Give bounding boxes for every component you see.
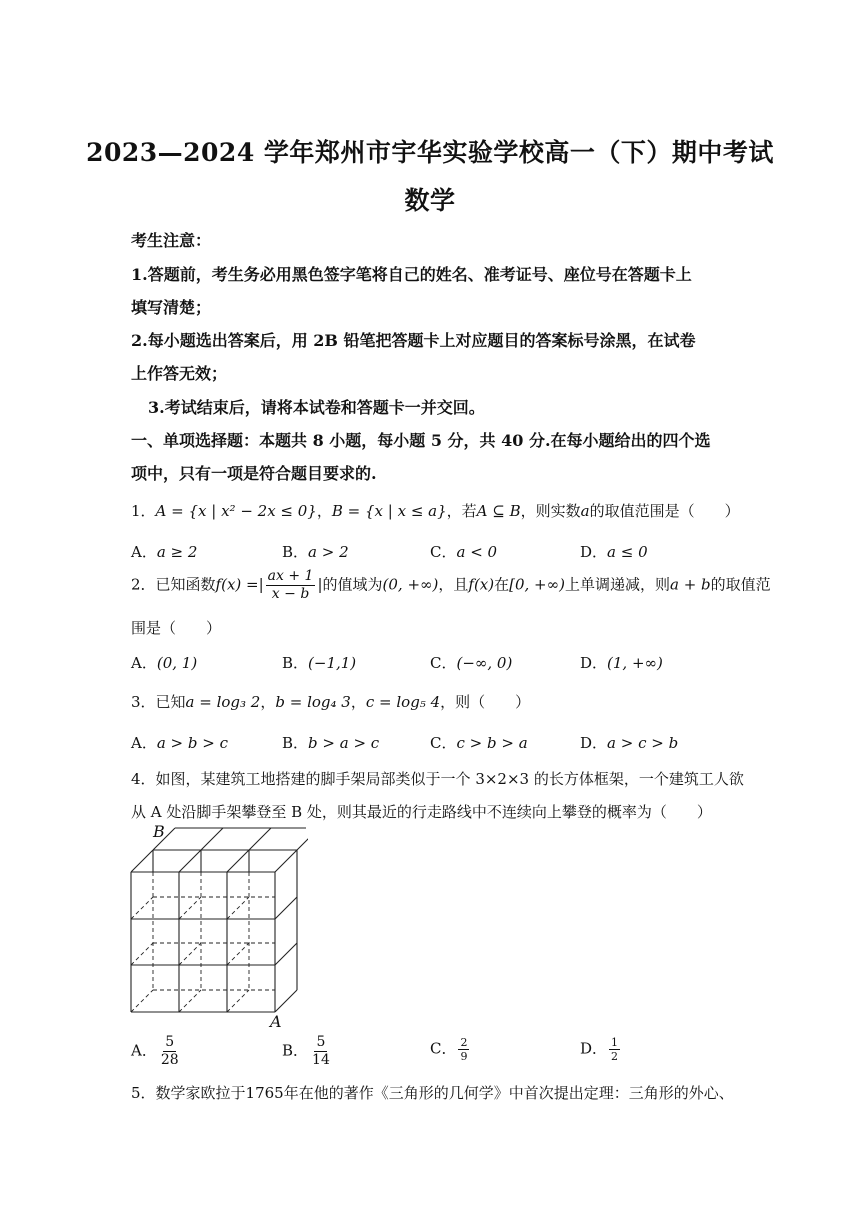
q3-option-a[interactable]: A．a > b > c bbox=[131, 734, 228, 752]
section-heading: 一、单项选择题：本题共 8 小题，每小题 5 分，共 40 分.在每小题给出的四个选 bbox=[131, 431, 711, 450]
q2-option-a[interactable]: A．(0, 1) bbox=[131, 654, 198, 672]
q1-option-b[interactable]: B．a > 2 bbox=[282, 543, 349, 561]
notice-heading: 考生注意： bbox=[131, 231, 212, 250]
q2-option-d[interactable]: D．(1, +∞) bbox=[580, 654, 663, 672]
notice-1-cont: 填写清楚； bbox=[131, 298, 212, 317]
question-2: 2．已知函数f(x) =| $\frac{ax + 1}{x - b}$ |的值域为(0, +∞)，且f(x)在[0, +∞)上单调递减，则a + b的取值范 bbox=[131, 568, 771, 602]
question-3: 3．已知a = log₃ 2，b = log₄ 3，c = log₅ 4，则（ ） bbox=[131, 693, 531, 711]
notice-2: 2.每小题选出答案后，用 2B 铅笔把答题卡上对应题目的答案标号涂黑，在试卷 bbox=[131, 331, 696, 350]
section-heading-cont: 项中，只有一项是符合题目要求的. bbox=[131, 464, 377, 483]
q4-option-c[interactable]: C． $\frac{2}{9}$ bbox=[430, 1036, 468, 1063]
q4-option-b[interactable]: B． $\frac{5}{14}$ bbox=[282, 1034, 330, 1068]
question-2-cont: 围是（ ） bbox=[131, 619, 222, 637]
q3-option-c[interactable]: C．c > b > a bbox=[430, 734, 528, 752]
q2-option-b[interactable]: B．(−1,1) bbox=[282, 654, 357, 672]
q2-option-c[interactable]: C．(−∞, 0) bbox=[430, 654, 513, 672]
question-4: 4．如图，某建筑工地搭建的脚手架局部类似于一个 3×2×3 的长方体框架，一个建筑工人欲 bbox=[131, 770, 744, 788]
notice-2-cont: 上作答无效； bbox=[131, 364, 228, 383]
q3-option-b[interactable]: B．b > a > c bbox=[282, 734, 380, 752]
question-4-cont: 从 A 处沿脚手架攀登至 B 处，则其最近的行走路线中不连续向上攀登的概率为（ ） bbox=[131, 803, 712, 821]
notice-1: 1.答题前，考生务必用黑色签字笔将自己的姓名、准考证号、座位号在答题卡上 bbox=[131, 265, 692, 284]
notice-3: 3.考试结束后，请将本试卷和答题卡一并交回。 bbox=[148, 398, 485, 417]
q1-option-d[interactable]: D．a ≤ 0 bbox=[580, 543, 648, 561]
scaffold-figure bbox=[128, 824, 308, 1032]
q1-option-a[interactable]: A．a ≥ 2 bbox=[131, 543, 198, 561]
question-1: 1．A = {x | x² − 2x ≤ 0}，B = {x | x ≤ a}，若A ⊆ B，则实数a的取值范围是（ ） bbox=[131, 502, 740, 520]
point-label-b: B bbox=[153, 822, 165, 841]
question-5: 5．数学家欧拉于1765年在他的著作《三角形的几何学》中首次提出定理：三角形的外心、 bbox=[131, 1084, 734, 1102]
point-label-a: A bbox=[270, 1012, 282, 1031]
q4-option-a[interactable]: A． $\frac{5}{28}$ bbox=[131, 1034, 179, 1068]
subject-title: 数学 bbox=[404, 186, 456, 215]
q4-option-d[interactable]: D． $\frac{1}{2}$ bbox=[580, 1036, 619, 1063]
q3-option-d[interactable]: D．a > c > b bbox=[580, 734, 679, 752]
exam-title: 2023—2024 学年郑州市宇华实验学校高一（下）期中考试 bbox=[86, 138, 774, 167]
q1-option-c[interactable]: C．a < 0 bbox=[430, 543, 498, 561]
